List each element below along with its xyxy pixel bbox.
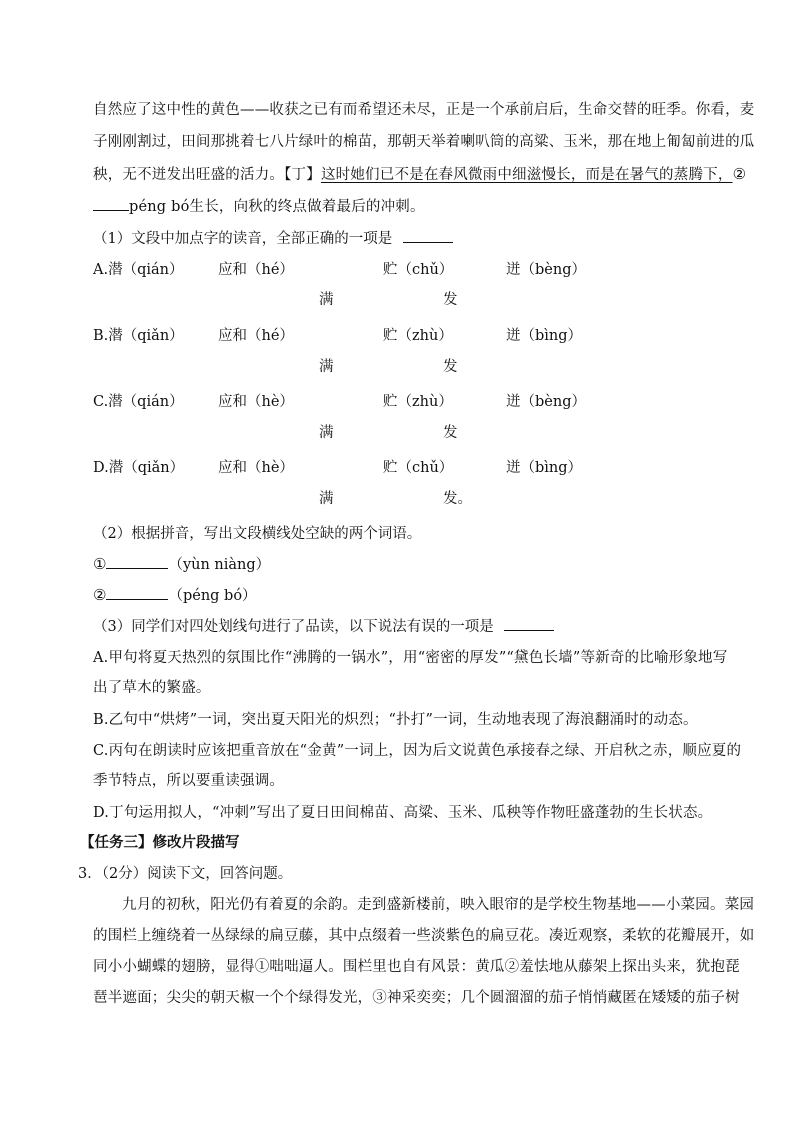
question-3-header [78,864,292,884]
passage-text: péng bó生长，向秋的终点做着最后的冲刺。 [129,199,425,215]
option-c-item4: 迸（bèng） [506,394,586,410]
option-d-item6: 发。 [443,491,472,507]
q1-answer-blank[interactable] [403,228,453,243]
passage-line-4 [93,196,723,217]
option-b-item4: 迸（bìng） [506,328,583,344]
q1-stem-text: （1）文段中加点字的读音，全部正确的一项是 [93,231,393,247]
option-c-item6: 发 [443,425,458,441]
underlined-sentence-ding: 这时她们已不是在春风微雨中细滋慢长，而是在暑气的蒸腾下， [320,167,733,183]
option-b-item6: 发 [443,359,458,375]
option-a-item3: 贮（chǔ） [383,262,454,278]
q1-stem [93,228,453,249]
q3-option-d[interactable]: D.丁句运用拟人，“冲刺”写出了夏日田间棉苗、高粱、玉米、瓜秧等作物旺盛蓬勃的生长状态。 [93,805,713,821]
q3-stem-text: （3）同学们对四处划线句进行了品读，以下说法有误的一项是 [93,619,494,635]
q2-answer-blank-2[interactable] [106,585,168,600]
option-d-item5: 满 [319,491,334,507]
option-b-item1: B.潜（qiǎn） [93,328,184,344]
passage-line-2: 子刚刚割过，田间那挑着七八片绿叶的棉苗，那朝天举着喇叭筒的高粱、玉米，那在地上匍匐前进的瓜 [93,134,755,150]
option-a-item6: 发 [443,292,458,308]
option-b-item2: 应和（hé） [218,328,294,344]
question-number: 3． [78,866,102,882]
q3-option-a-line2: 出了草木的繁盛。 [93,680,211,696]
q2-item1-number: ① [93,555,107,573]
q2-item1-pinyin: （yùn niàng） [168,557,271,573]
q3-option-c-line1[interactable]: C.丙句在朗读时应该把重音放在“金黄”一词上，因为后文说黄色承接春之绿、开启秋之赤，顺应夏的 [93,743,742,759]
task3-passage-line-4: 琶半遮面；尖尖的朝天椒一个个绿得发光，③神采奕奕；几个圆溜溜的茄子悄悄藏匿在矮矮的茄子树 [93,990,740,1006]
option-c-item2: 应和（hè） [218,394,294,410]
task3-heading: 【任务三】修改片段描写 [80,834,240,851]
option-a-item1: A.潜（qián） [93,262,184,278]
q2-stem: （2）根据拼音，写出文段横线处空缺的两个词语。 [93,526,422,542]
passage-line-3 [93,164,747,185]
option-b-item5: 满 [319,359,334,375]
option-a-item2: 应和（hé） [218,262,294,278]
q2-item2-pinyin: （péng bó） [168,588,257,604]
passage-line-1: 自然应了这中性的黄色——收获之已有而希望还未尽，正是一个承前启后，生命交替的旺季。你看，麦 [93,102,755,118]
option-d-item4: 迸（bìng） [506,460,583,476]
option-c-item1: C.潜（qián） [93,394,184,410]
option-d-item3: 贮（chǔ） [383,460,454,476]
q3-option-a-line1[interactable]: A.甲句将夏天热烈的氛围比作“沸腾的一锅水”，用“密密的厚发”“黛色长墙”等新奇的比喻形象地写 [93,650,728,666]
option-d-item1: D.潜（qiǎn） [93,460,185,476]
task3-passage-line-2: 的围栏上缠绕着一丛绿绿的扁豆藤，其中点缀着一些淡紫色的扁豆花。凑近观察，柔软的花瓣展开，如 [93,928,755,944]
q3-option-b[interactable]: B.乙句中“烘烤”一词，突出夏天阳光的炽烈；“扑打”一词，生动地表现了海浪翻涌时的动态。 [93,712,698,728]
q3-option-c-line2: 季节特点，所以要重读强调。 [93,773,285,789]
option-d-item2: 应和（hè） [218,460,294,476]
question-stem: （2分）阅读下文，回答问题。 [101,866,293,882]
option-c-item5: 满 [319,425,334,441]
option-a-item4: 迸（bèng） [506,262,586,278]
option-a-item5: 满 [319,292,334,308]
option-b-item3: 贮（zhù） [383,328,453,344]
task3-passage-line-3: 同小小蝴蝶的翅膀，显得①咄咄逼人。围栏里也自有风景：黄瓜②羞怯地从藤架上探出头来，犹抱琵 [93,959,740,975]
q2-item2-number: ② [93,586,107,604]
option-c-item3: 贮（zhù） [383,394,453,410]
blank-marker-2: ② [732,165,747,183]
q2-item-1 [93,554,270,575]
task3-passage-line-1: 九月的初秋，阳光仍有着夏的余韵。走到盛新楼前，映入眼帘的是学校生物基地——小菜园。菜园 [122,897,755,913]
q3-answer-blank[interactable] [504,616,554,631]
q2-item-2 [93,585,257,606]
q2-answer-blank-1[interactable] [106,554,168,569]
passage-text: 秧，无不迸发出旺盛的活力。【丁】 [93,167,321,183]
q3-stem [93,616,554,637]
answer-blank-2[interactable] [93,196,129,211]
